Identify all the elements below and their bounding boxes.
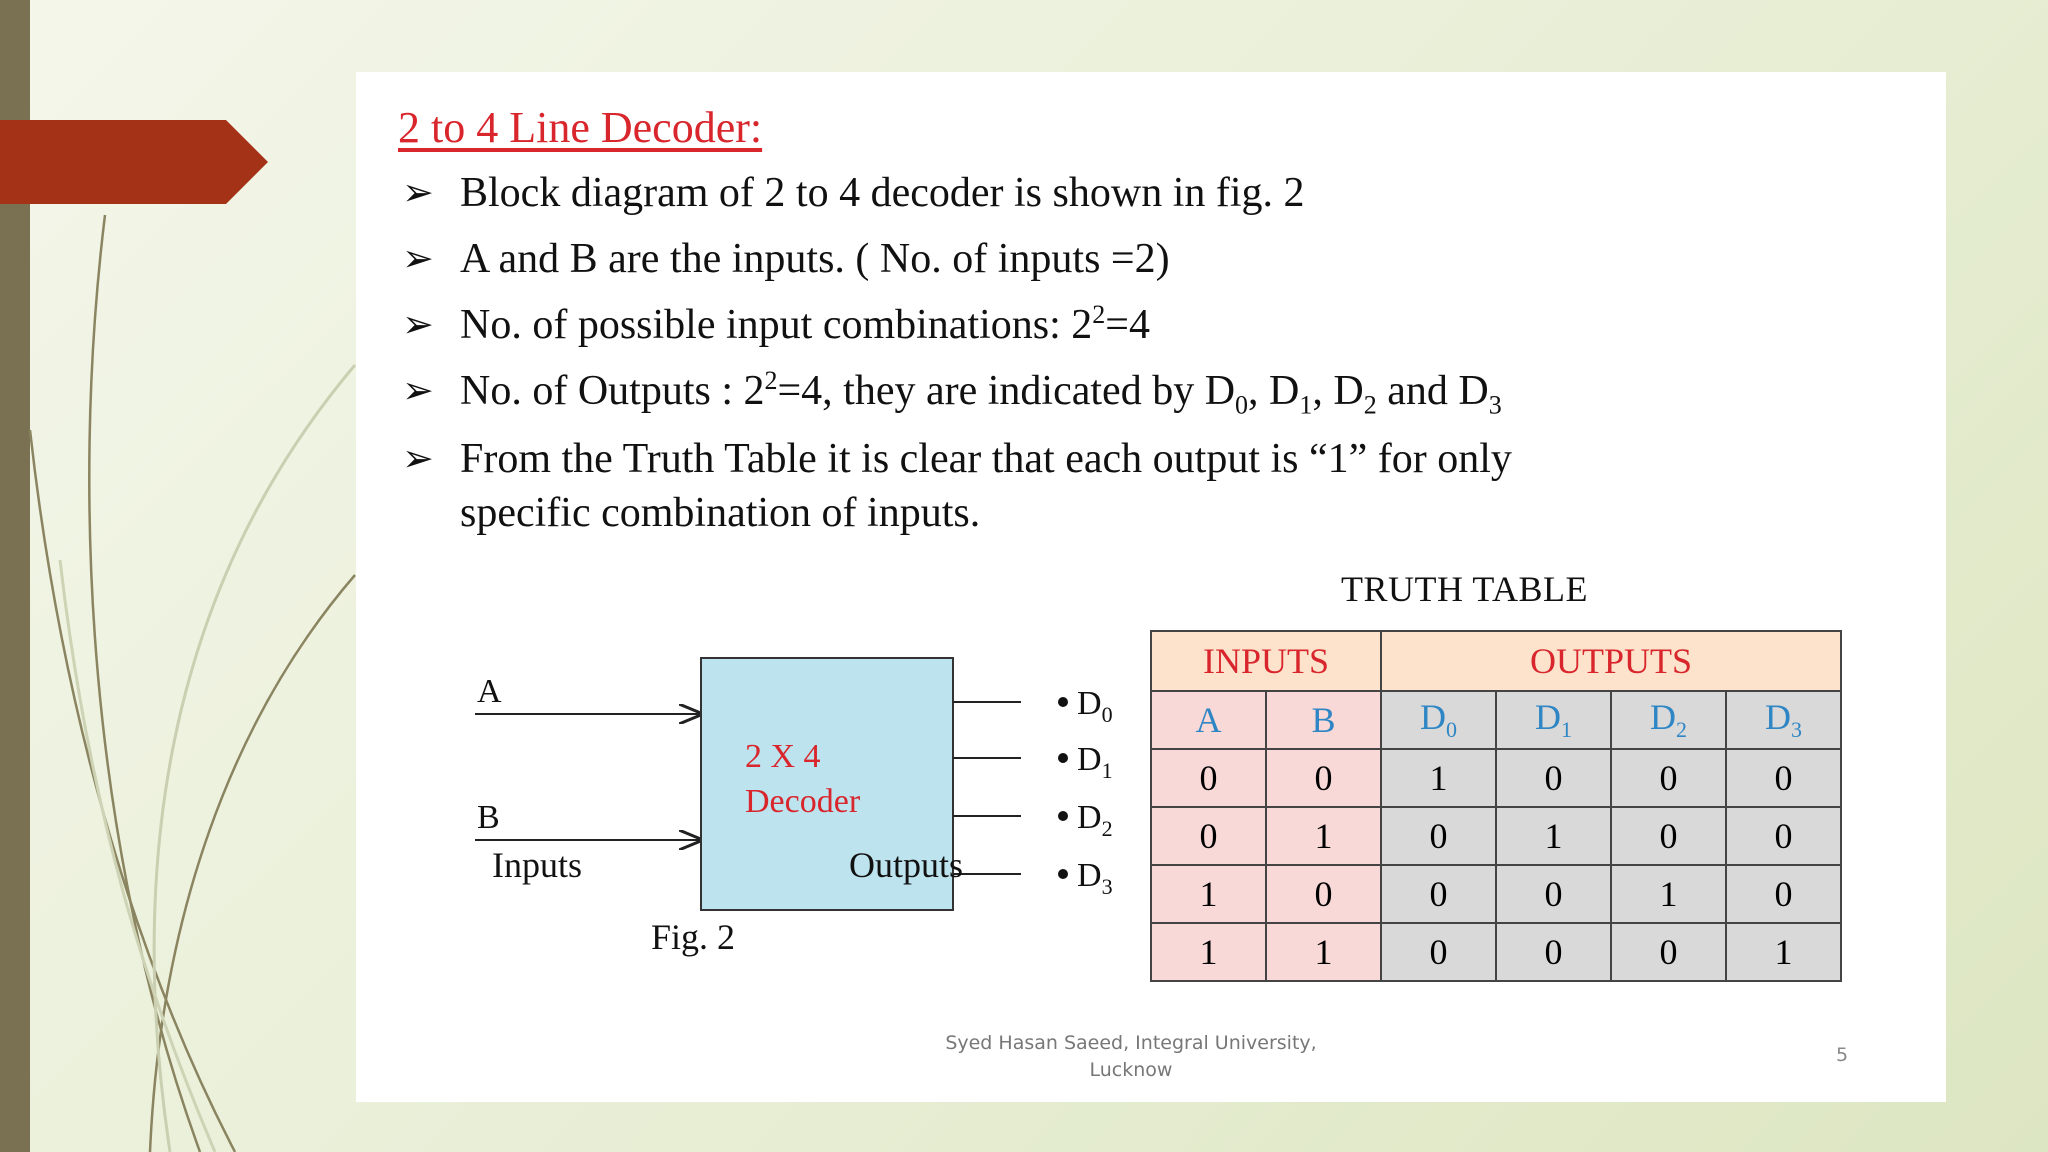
bullet-item: ➢ From the Truth Table it is clear that each output is “1” for only specific combination of inputs. [402, 432, 1902, 540]
bullet-item: ➢ No. of possible input combinations: $2^2=4$ [402, 300, 1150, 348]
table-cell: 0 [1381, 923, 1496, 981]
bullet-arrow-icon: ➢ [402, 304, 434, 346]
table-cell: 0 [1611, 749, 1726, 807]
table-cell: 0 [1266, 749, 1381, 807]
bullet-item: ➢ Block diagram of 2 to 4 decoder is shown in fig. 2 [402, 170, 1305, 216]
table-header-row [1151, 691, 1841, 749]
output-dot [1058, 811, 1068, 821]
inputs-label: Inputs [492, 845, 582, 885]
table-cell: 0 [1151, 749, 1266, 807]
input-b-label: B [477, 799, 500, 836]
table-cell: 0 [1496, 865, 1611, 923]
table-cell: 0 [1726, 807, 1841, 865]
input-a-label: A [477, 673, 502, 710]
slide-title: 2 to 4 Line Decoder: [398, 103, 763, 152]
table-row [1151, 749, 1841, 807]
table-cell: 0 [1381, 865, 1496, 923]
inputs-group-header: INPUTS [1151, 631, 1381, 691]
decoder-block-line1: 2 X 4 [745, 738, 821, 775]
output-dot [1058, 869, 1068, 879]
table-cell: 0 [1381, 807, 1496, 865]
truth-table-title: TRUTH TABLE [1341, 569, 1588, 609]
table-row [1151, 807, 1841, 865]
decoder-block-line2: Decoder [745, 783, 861, 820]
bullet-item: ➢ No. of Outputs : $2^2=4$, they are indicated by $D_0$, $D_1$, $D_2$ and $D_3$ [402, 366, 1502, 420]
output-dot [1058, 697, 1068, 707]
table-row [1151, 865, 1841, 923]
bullet-arrow-icon: ➢ [402, 438, 434, 480]
table-cell: 0 [1726, 865, 1841, 923]
bullet-arrow-icon: ➢ [402, 370, 434, 412]
slide-content [356, 72, 1946, 1102]
bullet-arrow-icon: ➢ [402, 172, 434, 214]
table-cell: 0 [1611, 923, 1726, 981]
header-b: B [1266, 691, 1381, 749]
header-d3: $D_3$ [1726, 691, 1841, 749]
header-a: A [1151, 691, 1266, 749]
header-d2: $D_2$ [1611, 691, 1726, 749]
table-cell: 1 [1266, 923, 1381, 981]
outputs-group-header: OUTPUTS [1381, 631, 1841, 691]
table-group-row [1151, 631, 1841, 691]
truth-table [1150, 630, 1842, 982]
output-d0-label: $D_0$ [1077, 685, 1113, 727]
title-arrow-tab [0, 120, 268, 204]
table-cell: 0 [1496, 749, 1611, 807]
outputs-label: Outputs [849, 845, 964, 885]
footer-author: Syed Hasan Saeed, Integral University, Lucknow [945, 1032, 1317, 1081]
bullet-item: ➢ A and B are the inputs. ( No. of inputs =2) [402, 236, 1170, 282]
output-dot [1058, 753, 1068, 763]
table-cell: 1 [1266, 807, 1381, 865]
table-cell: 1 [1611, 865, 1726, 923]
table-cell: 0 [1611, 807, 1726, 865]
page-number: 5 [1836, 1044, 1849, 1066]
table-cell: 0 [1266, 865, 1381, 923]
output-d1-label: $D_1$ [1077, 741, 1113, 783]
table-row [1151, 923, 1841, 981]
decoder-block-diagram [461, 570, 1021, 990]
table-cell: 0 [1496, 923, 1611, 981]
table-cell: 1 [1496, 807, 1611, 865]
header-d1: $D_1$ [1496, 691, 1611, 749]
bullet-list [402, 168, 1902, 556]
table-cell: 0 [1726, 749, 1841, 807]
header-d0: $D_0$ [1381, 691, 1496, 749]
output-d3-label: $D_3$ [1077, 857, 1113, 899]
output-d2-label: $D_2$ [1077, 799, 1113, 841]
table-cell: 1 [1381, 749, 1496, 807]
table-cell: 1 [1726, 923, 1841, 981]
table-cell: 1 [1151, 865, 1266, 923]
bullet-arrow-icon: ➢ [402, 238, 434, 280]
table-cell: 0 [1151, 807, 1266, 865]
table-cell: 1 [1151, 923, 1266, 981]
figure-caption: Fig. 2 [651, 917, 736, 957]
